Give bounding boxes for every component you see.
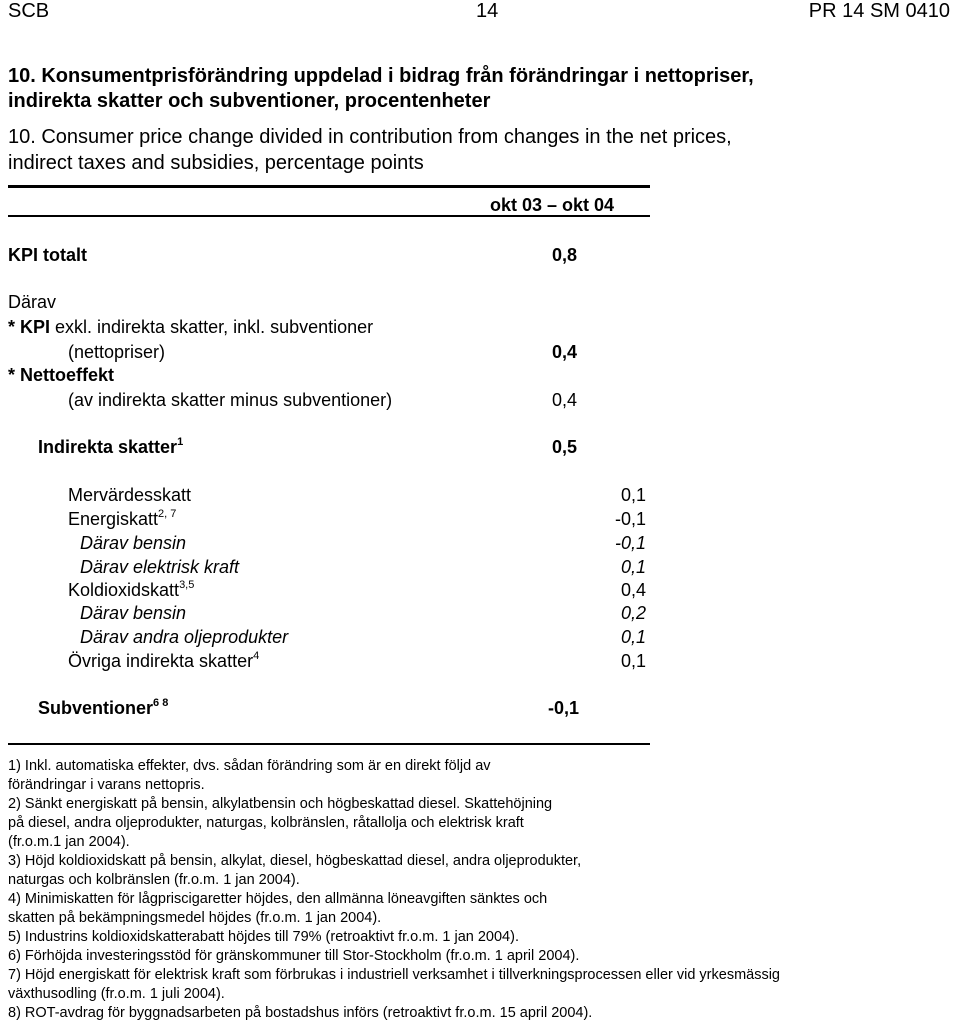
footnote-line: på diesel, andra oljeprodukter, naturgas, kolbränslen, råtallolja och elektrisk kraft [8,815,524,831]
row-energi [68,509,176,530]
table-title-sv-line2: indirekta skatter och subventioner, procentenheter [8,90,491,112]
row-moms-label: Mervärdesskatt [68,485,192,505]
row-av-indirekta-label: (av indirekta skatter minus subventioner) [68,390,393,410]
row-energi-label: Energiskatt [68,509,159,529]
header-rule [8,215,650,217]
row-ovriga [68,651,259,672]
row-ovriga-label: Övriga indirekta skatter [68,651,254,671]
row-energi-value: -0,1 [614,509,646,529]
row-energi-bensin-value: -0,1 [614,533,646,553]
row-kpi-total-label: KPI totalt [8,245,87,265]
footnote-line: 5) Industrins koldioxidskatterabatt höjdes till 79% (retroaktivt fr.o.m. 1 jan 2004). [8,929,519,945]
row-moms-value: 0,1 [620,485,646,505]
row-energi-bensin-label: Därav bensin [80,533,187,553]
footnote-line: 7) Höjd energiskatt för elektrisk kraft som förbrukas i industriell verksamhet i tillverkningsprocessen eller vid yrkesmässig [8,967,780,983]
row-koldioxid [68,580,194,601]
footnote-line: 2) Sänkt energiskatt på bensin, alkylatbensin och högbeskattad diesel. Skattehöjning [8,796,553,812]
column-header: okt 03 – okt 04 [490,195,615,215]
row-ovriga-value: 0,1 [620,651,646,671]
row-darav-label: Därav [8,292,57,312]
top-rule [8,185,650,188]
row-subventioner [38,698,168,719]
footnote-line: naturgas och kolbränslen (fr.o.m. 1 jan 2004). [8,872,300,888]
row-kol-olja-value: 0,1 [620,627,646,647]
row-energi-sup: 2, 7 [158,508,177,520]
table-title-sv-line1: 10. Konsumentprisförändring uppdelad i bidrag från förändringar i nettopriser, [8,65,754,87]
row-nettopriser-label: (nettopriser) [68,342,166,362]
footnote-line: (fr.o.m.1 jan 2004). [8,834,130,850]
footnote-line: 3) Höjd koldioxidskatt på bensin, alkylat, diesel, högbeskattad diesel, andra oljeprodukter, [8,853,582,869]
page-number: 14 [476,0,499,22]
table-title-en-line2: indirect taxes and subsidies, percentage points [8,152,424,174]
row-kpi-exkl [8,317,373,338]
header-right: PR 14 SM 0410 [808,0,950,22]
row-kol-bensin-label: Därav bensin [80,603,187,623]
row-kol-olja-label: Därav andra oljeprodukter [80,627,289,647]
row-indirekta-skatter [38,437,183,458]
row-indirekta-sup: 1 [177,436,184,448]
row-kpi-total-value: 0,8 [552,245,578,265]
row-koldioxid-value: 0,4 [620,580,646,600]
footnote-line: förändringar i varans nettopris. [8,777,205,793]
row-koldioxid-label: Koldioxidskatt [68,580,180,600]
header-left: SCB [8,0,50,22]
table-title-en-line1: 10. Consumer price change divided in contribution from changes in the net prices, [8,126,732,148]
row-nettoeffekt-label: * Nettoeffekt [8,365,115,385]
row-av-indirekta-value: 0,4 [552,390,578,410]
footnote-line: växthusodling (fr.o.m. 1 juli 2004). [8,986,225,1002]
footnote-rule [8,743,650,745]
row-indirekta-label: Indirekta skatter [38,437,178,457]
row-indirekta-value: 0,5 [552,437,578,457]
footnote-line: skatten på bekämpningsmedel höjdes (fr.o.m. 1 jan 2004). [8,910,382,926]
footnote-line: 6) Förhöjda investeringsstöd för gränskommuner till Stor-Stockholm (fr.o.m. 1 april 2004). [8,948,580,964]
row-subventioner-label: Subventioner [38,698,154,718]
row-kpi-exkl-prefix: * KPI [8,317,51,337]
row-koldioxid-sup: 3,5 [179,579,195,591]
footnote-line: 4) Minimiskatten för lågpriscigaretter höjdes, den allmänna löneavgiften sänktes och [8,891,548,907]
footnote-line: 8) ROT-avdrag för byggnadsarbeten på bostadshus införs (retroaktivt fr.o.m. 15 april 2004). [8,1005,593,1021]
row-ovriga-sup: 4 [253,650,260,662]
row-subventioner-sup: 6 8 [153,697,169,709]
row-energi-el-label: Därav elektrisk kraft [80,557,240,577]
footnote-line: 1) Inkl. automatiska effekter, dvs. sådan förändring som är en direkt följd av [8,758,491,774]
row-nettopriser-value: 0,4 [552,342,578,362]
row-kol-bensin-value: 0,2 [620,603,646,623]
row-subventioner-value: -0,1 [548,698,580,718]
row-kpi-exkl-label: exkl. indirekta skatter, inkl. subventioner [50,317,374,337]
row-energi-el-value: 0,1 [620,557,646,577]
